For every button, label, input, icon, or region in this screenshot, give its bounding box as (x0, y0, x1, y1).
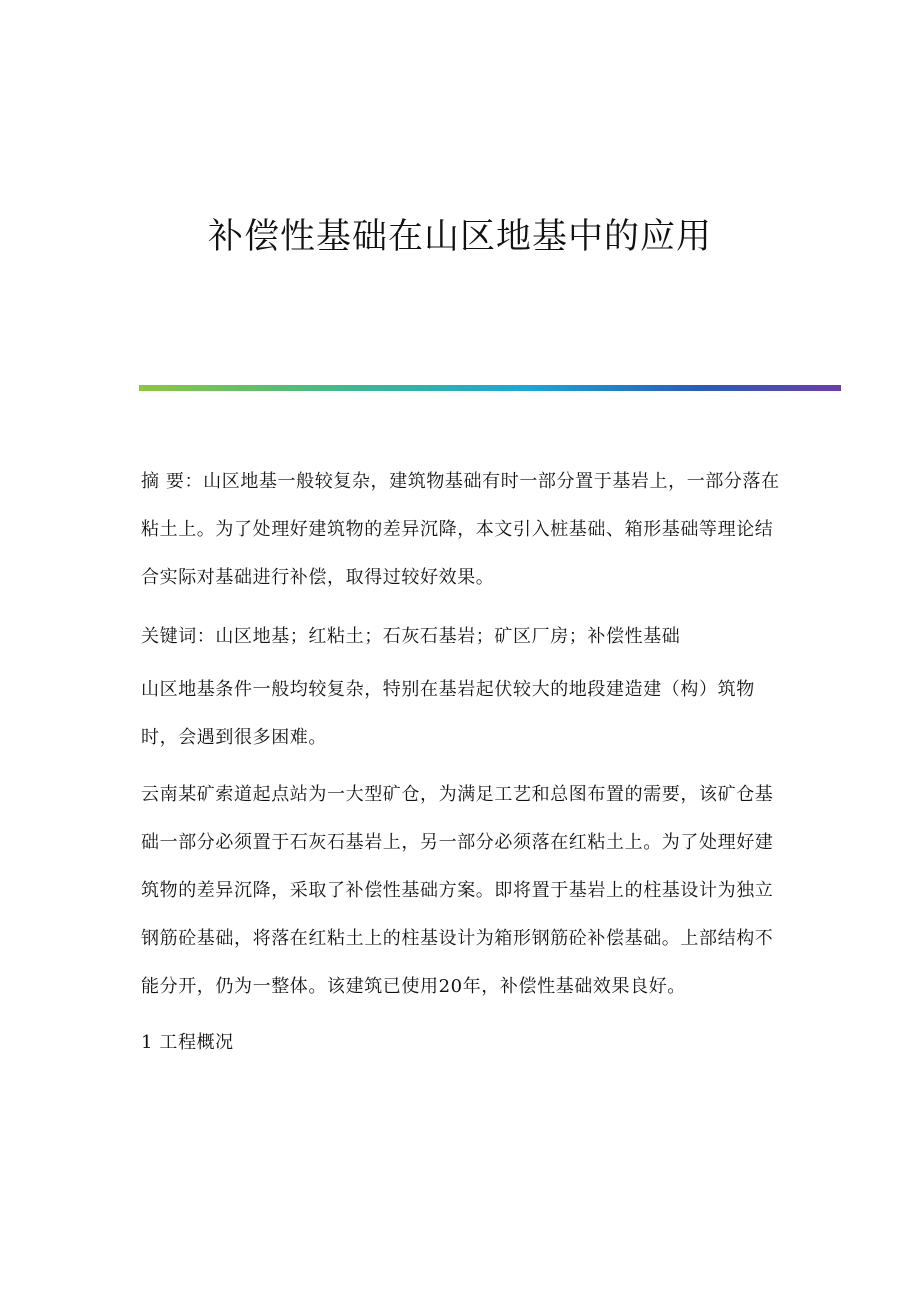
section-heading: 1 工程概况 (141, 1032, 234, 1053)
paragraph-line: 能分开，仍为一整体。该建筑已使用20年，补偿性基础效果良好。 (141, 976, 686, 997)
paragraph-line: 筑物的差异沉降，采取了补偿性基础方案。即将置于基岩上的柱基设计为独立 (141, 880, 774, 901)
abstract-line: 合实际对基础进行补偿，取得过较好效果。 (141, 567, 495, 588)
paragraph-line: 钢筋砼基础，将落在红粘土上的柱基设计为箱形钢筋砼补偿基础。上部结构不 (141, 928, 774, 949)
paragraph-line: 山区地基条件一般均较复杂，特别在基岩起伏较大的地段建造建（构）筑物 (141, 679, 755, 700)
intro-paragraph (141, 677, 791, 751)
paragraph-line: 础一部分必须置于石灰石基岩上，另一部分必须落在红粘土上。为了处理好建 (141, 832, 774, 853)
paragraph-line: 时，会遇到很多困难。 (141, 727, 327, 748)
paragraph-line: 云南某矿索道起点站为一大型矿仓，为满足工艺和总图布置的需要，该矿仓基 (141, 784, 774, 805)
title-divider (139, 385, 841, 391)
keywords-line: 关键词：山区地基；红粘土；石灰石基岩；矿区厂房；补偿性基础 (141, 626, 681, 647)
abstract-paragraph (141, 458, 791, 602)
abstract-line: 粘土上。为了处理好建筑物的差异沉降，本文引入桩基础、箱形基础等理论结 (141, 519, 774, 540)
project-paragraph (141, 771, 791, 1011)
document-title: 补偿性基础在山区地基中的应用 (207, 217, 712, 257)
abstract-line: 摘 要：山区地基一般较复杂，建筑物基础有时一部分置于基岩上，一部分落在 (141, 471, 780, 492)
